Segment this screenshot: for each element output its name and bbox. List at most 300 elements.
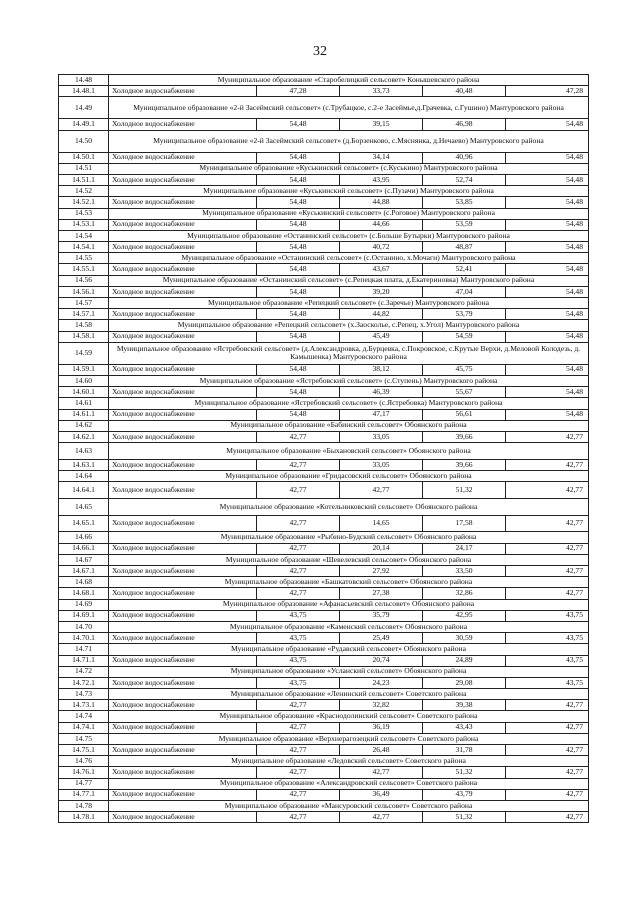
section-title: Муниципальное образование «Гридасовский сельсовет» Обоянского района [109, 471, 589, 482]
section-header-row [59, 711, 589, 722]
section-header-row [59, 689, 589, 700]
section-header-row [59, 666, 589, 677]
row-number: 14.49 [59, 97, 109, 119]
tariff-value: 43,67 [340, 264, 423, 275]
section-title: Муниципальное образование «Останинский сельсовет» (с.Больше Бутырки) Мантуровского района [109, 230, 589, 241]
tariff-value: 42,77 [506, 566, 589, 577]
tariff-value: 54,48 [506, 264, 589, 275]
tariff-value: 42,77 [257, 700, 340, 711]
tariff-value: 42,77 [506, 767, 589, 778]
section-header-row [59, 599, 589, 610]
row-number: 14.76.1 [59, 767, 109, 778]
service-label: Холодное водоснабжение [109, 677, 257, 688]
section-title: Муниципальное образование «Ледовский сельсовет» Советского района [109, 756, 589, 767]
row-number: 14.58 [59, 320, 109, 331]
tariff-value: 54,48 [257, 309, 340, 320]
tariff-value: 47,28 [257, 86, 340, 97]
tariff-table-body [59, 75, 589, 823]
tariff-value: 54,48 [506, 242, 589, 253]
tariff-value: 54,48 [506, 309, 589, 320]
section-title: Муниципальное образование «Александровский сельсовет» Советского района [109, 778, 589, 789]
section-title: Муниципальное образование «Старобелицкий сельсовет» Конышевского района [109, 75, 589, 86]
tariff-value: 54,59 [423, 331, 506, 342]
section-title: Муниципальное образование «Бабинский сельсовет» Обоянского района [109, 420, 589, 431]
service-label: Холодное водоснабжение [109, 387, 257, 398]
section-header-row [59, 778, 589, 789]
section-title: Муниципальное образование «Куськинский сельсовет» (с.Пузачи) Мантуровского района [109, 186, 589, 197]
tariff-value: 47,04 [423, 286, 506, 297]
section-header-row [59, 75, 589, 86]
section-header-row [59, 230, 589, 241]
tariff-value: 20,74 [340, 655, 423, 666]
tariff-value: 42,77 [257, 812, 340, 823]
tariff-value: 54,48 [257, 174, 340, 185]
tariff-value: 43,79 [423, 789, 506, 800]
row-number: 14.69 [59, 599, 109, 610]
section-header-row [59, 443, 589, 460]
table-row [59, 812, 589, 823]
section-header-row [59, 621, 589, 632]
table-row [59, 515, 589, 532]
service-label: Холодное водоснабжение [109, 767, 257, 778]
table-row [59, 745, 589, 756]
service-label: Холодное водоснабжение [109, 588, 257, 599]
table-row [59, 789, 589, 800]
tariff-table [58, 74, 589, 823]
tariff-value: 38,12 [340, 364, 423, 375]
row-number: 14.65.1 [59, 515, 109, 532]
tariff-value: 39,20 [340, 286, 423, 297]
table-row [59, 482, 589, 499]
section-title: Муниципальное образование «Башкатовский сельсовет» Обоянского района [109, 577, 589, 588]
section-title: Муниципальное образование «Ястребовский сельсовет» (с.Ястребовка) Мантуровского района [109, 398, 589, 409]
row-number: 14.77.1 [59, 789, 109, 800]
tariff-value: 48,87 [423, 242, 506, 253]
tariff-value: 43,43 [423, 722, 506, 733]
tariff-value: 27,92 [340, 566, 423, 577]
section-header-row [59, 554, 589, 565]
tariff-value: 54,48 [257, 364, 340, 375]
tariff-value: 36,19 [340, 722, 423, 733]
table-row [59, 409, 589, 420]
table-row [59, 633, 589, 644]
tariff-value: 42,77 [257, 543, 340, 554]
row-number: 14.74 [59, 711, 109, 722]
row-number: 14.52.1 [59, 197, 109, 208]
tariff-value: 43,75 [506, 677, 589, 688]
table-row [59, 655, 589, 666]
service-label: Холодное водоснабжение [109, 812, 257, 823]
section-title: Муниципальное образование «Мансуровский сельсовет» Советского района [109, 800, 589, 811]
tariff-value: 20,14 [340, 543, 423, 554]
tariff-value: 42,77 [257, 789, 340, 800]
row-number: 14.52 [59, 186, 109, 197]
row-number: 14.60.1 [59, 387, 109, 398]
tariff-value: 43,75 [257, 677, 340, 688]
tariff-value: 43,75 [257, 633, 340, 644]
tariff-value: 35,79 [340, 610, 423, 621]
row-number: 14.71 [59, 644, 109, 655]
tariff-value: 40,96 [423, 152, 506, 163]
section-header-row [59, 298, 589, 309]
row-number: 14.63.1 [59, 460, 109, 471]
tariff-value: 54,48 [506, 286, 589, 297]
row-number: 14.61.1 [59, 409, 109, 420]
row-number: 14.66 [59, 532, 109, 543]
tariff-value: 47,28 [506, 86, 589, 97]
table-row [59, 722, 589, 733]
table-row [59, 387, 589, 398]
section-header-row [59, 532, 589, 543]
service-label: Холодное водоснабжение [109, 700, 257, 711]
service-label: Холодное водоснабжение [109, 460, 257, 471]
service-label: Холодное водоснабжение [109, 264, 257, 275]
tariff-value: 54,48 [506, 409, 589, 420]
tariff-value: 39,66 [423, 460, 506, 471]
tariff-value: 54,48 [506, 331, 589, 342]
tariff-value: 42,77 [506, 482, 589, 499]
row-number: 14.53.1 [59, 219, 109, 230]
row-number: 14.67 [59, 554, 109, 565]
tariff-value: 43,95 [340, 174, 423, 185]
tariff-value: 56,61 [423, 409, 506, 420]
tariff-value: 54,48 [257, 197, 340, 208]
section-header-row [59, 253, 589, 264]
tariff-value: 39,38 [423, 700, 506, 711]
section-title: Муниципальное образование «Останинский сельсовет» (с.Репецкая плата, д.Екатериновка) Мантуровского района [109, 275, 589, 286]
tariff-value: 42,77 [257, 767, 340, 778]
section-title: Муниципальное образование «Краснодолинский сельсовет» Советского района [109, 711, 589, 722]
table-row [59, 460, 589, 471]
row-number: 14.50.1 [59, 152, 109, 163]
row-number: 14.70.1 [59, 633, 109, 644]
row-number: 14.62.1 [59, 431, 109, 442]
tariff-value: 36,49 [340, 789, 423, 800]
service-label: Холодное водоснабжение [109, 566, 257, 577]
row-number: 14.75 [59, 733, 109, 744]
row-number: 14.64.1 [59, 482, 109, 499]
tariff-value: 54,48 [257, 264, 340, 275]
tariff-value: 55,67 [423, 387, 506, 398]
row-number: 14.64 [59, 471, 109, 482]
row-number: 14.60 [59, 375, 109, 386]
row-number: 14.70 [59, 621, 109, 632]
section-header-row [59, 97, 589, 119]
row-number: 14.71.1 [59, 655, 109, 666]
section-title: Муниципальное образование «Усланский сельсовет» Обоянского района [109, 666, 589, 677]
service-label: Холодное водоснабжение [109, 431, 257, 442]
section-title: Муниципальное образование «Верхнерагозецкий сельсовет» Советского района [109, 733, 589, 744]
tariff-value: 44,82 [340, 309, 423, 320]
tariff-value: 32,82 [340, 700, 423, 711]
section-header-row [59, 163, 589, 174]
tariff-value: 52,74 [423, 174, 506, 185]
section-title: Муниципальное образование «Рыбино-Будский сельсовет» Обоянского района [109, 532, 589, 543]
tariff-value: 42,77 [257, 460, 340, 471]
tariff-value: 54,48 [506, 364, 589, 375]
table-row [59, 543, 589, 554]
section-title: Муниципальное образование «Останинский сельсовет» (с.Останино, х.Мочаги) Мантуровского района [109, 253, 589, 264]
section-header-row [59, 756, 589, 767]
section-header-row [59, 577, 589, 588]
section-header-row [59, 733, 589, 744]
tariff-value: 45,75 [423, 364, 506, 375]
tariff-value: 17,58 [423, 515, 506, 532]
tariff-value: 54,48 [257, 331, 340, 342]
row-number: 14.77 [59, 778, 109, 789]
tariff-value: 42,77 [257, 745, 340, 756]
table-row [59, 610, 589, 621]
tariff-value: 24,89 [423, 655, 506, 666]
tariff-value: 24,17 [423, 543, 506, 554]
tariff-value: 54,48 [506, 197, 589, 208]
tariff-value: 42,77 [506, 789, 589, 800]
tariff-value: 54,48 [506, 219, 589, 230]
tariff-value: 51,32 [423, 482, 506, 499]
tariff-value: 42,77 [506, 431, 589, 442]
table-row [59, 152, 589, 163]
row-number: 14.72 [59, 666, 109, 677]
table-row [59, 431, 589, 442]
table-row [59, 331, 589, 342]
service-label: Холодное водоснабжение [109, 364, 257, 375]
tariff-value: 33,05 [340, 431, 423, 442]
row-number: 14.73 [59, 689, 109, 700]
row-number: 14.69.1 [59, 610, 109, 621]
row-number: 14.51 [59, 163, 109, 174]
section-header-row [59, 342, 589, 364]
row-number: 14.48.1 [59, 86, 109, 97]
table-row [59, 767, 589, 778]
tariff-value: 42,77 [506, 588, 589, 599]
tariff-value: 42,77 [506, 745, 589, 756]
service-label: Холодное водоснабжение [109, 286, 257, 297]
service-label: Холодное водоснабжение [109, 745, 257, 756]
tariff-value: 44,66 [340, 219, 423, 230]
row-number: 14.67.1 [59, 566, 109, 577]
table-row [59, 364, 589, 375]
service-label: Холодное водоснабжение [109, 309, 257, 320]
tariff-value: 39,15 [340, 119, 423, 130]
tariff-value: 39,66 [423, 431, 506, 442]
service-label: Холодное водоснабжение [109, 174, 257, 185]
tariff-value: 42,77 [506, 460, 589, 471]
tariff-value: 34,14 [340, 152, 423, 163]
row-number: 14.65 [59, 498, 109, 515]
section-header-row [59, 471, 589, 482]
service-label: Холодное водоснабжение [109, 610, 257, 621]
section-title: Муниципальное образование «Репецкий сельсовет» (х.Заосколье, с.Репец, х.Угол) Мантуровского района [109, 320, 589, 331]
row-number: 14.66.1 [59, 543, 109, 554]
tariff-value: 42,77 [506, 722, 589, 733]
section-header-row [59, 420, 589, 431]
section-header-row [59, 644, 589, 655]
tariff-value: 43,75 [506, 655, 589, 666]
section-title: Муниципальное образование «Ястребовский сельсовет» (с.Ступень) Мантуровского района [109, 375, 589, 386]
section-header-row [59, 275, 589, 286]
tariff-value: 45,49 [340, 331, 423, 342]
service-label: Холодное водоснабжение [109, 242, 257, 253]
tariff-value: 54,48 [257, 119, 340, 130]
table-row [59, 566, 589, 577]
tariff-value: 14,65 [340, 515, 423, 532]
row-number: 14.78.1 [59, 812, 109, 823]
section-title: Муниципальное образование «2-й Засеймский сельсовет» (с.Трубацкое, с.2-е Засеймье,д.Грачевка, с.Гушино) Мантуровского района [109, 97, 589, 119]
section-title: Муниципальное образование «Куськинский сельсовет» (с.Роговое) Мантуровского района [109, 208, 589, 219]
tariff-value: 52,41 [423, 264, 506, 275]
service-label: Холодное водоснабжение [109, 482, 257, 499]
tariff-value: 25,49 [340, 633, 423, 644]
row-number: 14.51.1 [59, 174, 109, 185]
row-number: 14.58.1 [59, 331, 109, 342]
tariff-value: 42,77 [506, 700, 589, 711]
table-row [59, 197, 589, 208]
tariff-value: 43,75 [257, 655, 340, 666]
table-row [59, 309, 589, 320]
row-number: 14.48 [59, 75, 109, 86]
section-header-row [59, 800, 589, 811]
service-label: Холодное водоснабжение [109, 543, 257, 554]
section-header-row [59, 498, 589, 515]
tariff-value: 54,48 [257, 219, 340, 230]
table-row [59, 677, 589, 688]
service-label: Холодное водоснабжение [109, 409, 257, 420]
service-label: Холодное водоснабжение [109, 86, 257, 97]
row-number: 14.73.1 [59, 700, 109, 711]
section-header-row [59, 375, 589, 386]
table-row [59, 242, 589, 253]
tariff-value: 42,77 [257, 566, 340, 577]
table-row [59, 700, 589, 711]
row-number: 14.74.1 [59, 722, 109, 733]
tariff-value: 33,05 [340, 460, 423, 471]
tariff-value: 42,77 [257, 431, 340, 442]
tariff-value: 42,77 [506, 543, 589, 554]
tariff-value: 30,59 [423, 633, 506, 644]
row-number: 14.55.1 [59, 264, 109, 275]
section-title: Муниципальное образование «Каменский сельсовет» Обоянского района [109, 621, 589, 632]
table-row [59, 219, 589, 230]
tariff-value: 54,48 [257, 286, 340, 297]
table-row [59, 119, 589, 130]
tariff-value: 54,48 [257, 152, 340, 163]
tariff-value: 40,72 [340, 242, 423, 253]
row-number: 14.76 [59, 756, 109, 767]
tariff-value: 42,77 [340, 482, 423, 499]
section-title: Муниципальное образование «Куськинский сельсовет» (с.Куськино) Мантуровского района [109, 163, 589, 174]
service-label: Холодное водоснабжение [109, 789, 257, 800]
tariff-value: 42,77 [506, 812, 589, 823]
tariff-value: 33,73 [340, 86, 423, 97]
tariff-value: 47,17 [340, 409, 423, 420]
tariff-value: 43,75 [506, 610, 589, 621]
row-number: 14.62 [59, 420, 109, 431]
row-number: 14.78 [59, 800, 109, 811]
tariff-value: 54,48 [506, 119, 589, 130]
tariff-value: 26,48 [340, 745, 423, 756]
section-title: Муниципальное образование «Афанасьевский сельсовет» Обоянского района [109, 599, 589, 610]
row-number: 14.53 [59, 208, 109, 219]
section-title: Муниципальное образование «Ленинский сельсовет» Советского района [109, 689, 589, 700]
section-title: Муниципальное образование «Репецкий сельсовет» (с.Заречье) Мантуровского района [109, 298, 589, 309]
row-number: 14.59.1 [59, 364, 109, 375]
table-row [59, 588, 589, 599]
table-row [59, 264, 589, 275]
service-label: Холодное водоснабжение [109, 515, 257, 532]
tariff-value: 53,59 [423, 219, 506, 230]
tariff-value: 54,48 [506, 174, 589, 185]
table-row [59, 286, 589, 297]
tariff-value: 40,48 [423, 86, 506, 97]
row-number: 14.49.1 [59, 119, 109, 130]
tariff-value: 54,48 [257, 242, 340, 253]
section-title: Муниципальное образование «Шевелевский сельсовет» Обоянского района [109, 554, 589, 565]
row-number: 14.57.1 [59, 309, 109, 320]
service-label: Холодное водоснабжение [109, 119, 257, 130]
row-number: 14.55 [59, 253, 109, 264]
section-header-row [59, 398, 589, 409]
tariff-value: 24,23 [340, 677, 423, 688]
tariff-value: 53,79 [423, 309, 506, 320]
tariff-value: 42,77 [340, 767, 423, 778]
page-number: 32 [313, 44, 327, 59]
tariff-value: 33,50 [423, 566, 506, 577]
service-label: Холодное водоснабжение [109, 331, 257, 342]
section-title: Муниципальное образование «Котельниковский сельсовет» Обоянского района [109, 498, 589, 515]
row-number: 14.63 [59, 443, 109, 460]
tariff-value: 32,86 [423, 588, 506, 599]
tariff-value: 42,77 [257, 588, 340, 599]
service-label: Холодное водоснабжение [109, 633, 257, 644]
section-header-row [59, 130, 589, 152]
service-label: Холодное водоснабжение [109, 655, 257, 666]
row-number: 14.56.1 [59, 286, 109, 297]
row-number: 14.54 [59, 230, 109, 241]
tariff-value: 43,75 [257, 610, 340, 621]
row-number: 14.72.1 [59, 677, 109, 688]
row-number: 14.75.1 [59, 745, 109, 756]
section-title: Муниципальное образование «Ястребовский сельсовет» (д.Александровка, д.Бурцевка, с.Покровское, с.Крутые Верхи, д.Меловой Колодезь, д. Камышенка) Мантуровского района [109, 342, 589, 364]
row-number: 14.50 [59, 130, 109, 152]
row-number: 14.57 [59, 298, 109, 309]
tariff-value: 51,32 [423, 767, 506, 778]
section-header-row [59, 320, 589, 331]
row-number: 14.68 [59, 577, 109, 588]
tariff-value: 46,39 [340, 387, 423, 398]
tariff-value: 42,77 [257, 482, 340, 499]
tariff-value: 53,85 [423, 197, 506, 208]
table-row [59, 86, 589, 97]
tariff-value: 43,75 [506, 633, 589, 644]
tariff-value: 51,32 [423, 812, 506, 823]
tariff-value: 44,88 [340, 197, 423, 208]
section-title: Муниципальное образование «Рудавский сельсовет» Обоянского района [109, 644, 589, 655]
tariff-value: 42,77 [257, 722, 340, 733]
section-title: Муниципальное образование «2-й Засеймский сельсовет» (д.Борзенково, с.Мяснянка, д.Нечаево) Мантуровского района [109, 130, 589, 152]
tariff-value: 54,48 [257, 387, 340, 398]
row-number: 14.54.1 [59, 242, 109, 253]
row-number: 14.56 [59, 275, 109, 286]
service-label: Холодное водоснабжение [109, 197, 257, 208]
tariff-value: 54,48 [506, 387, 589, 398]
tariff-value: 42,77 [506, 515, 589, 532]
tariff-value: 54,48 [257, 409, 340, 420]
section-header-row [59, 186, 589, 197]
section-header-row [59, 208, 589, 219]
section-title: Муниципальное образование «Быхановский сельсовет» Обоянского района [109, 443, 589, 460]
tariff-value: 29,08 [423, 677, 506, 688]
service-label: Холодное водоснабжение [109, 152, 257, 163]
